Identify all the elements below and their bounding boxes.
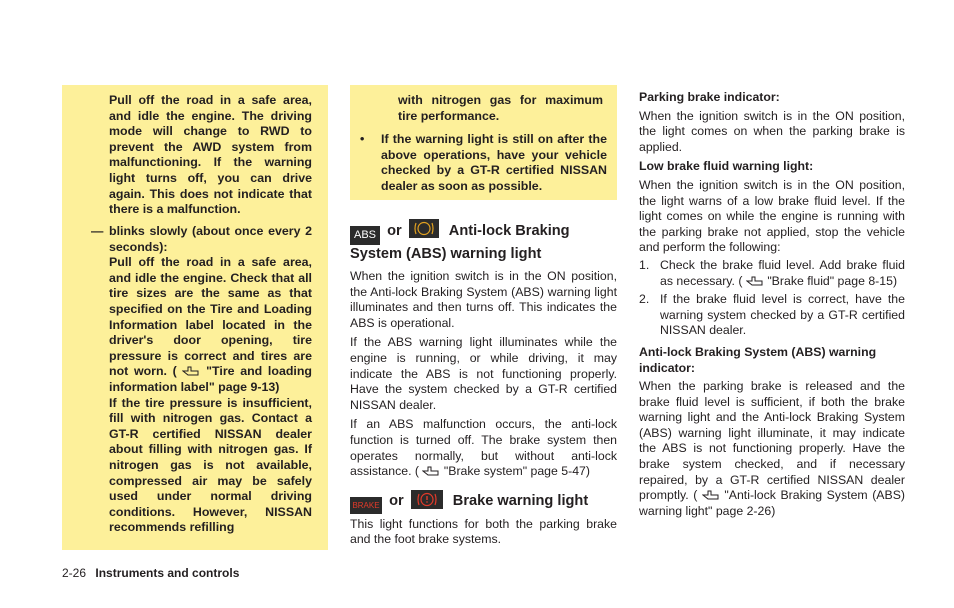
brake-section-heading [350, 490, 617, 514]
instruction-text: Pull off the road in a safe area, and idle the engine. Check that all tire sizes are the same as that specified on the Tire and Loading Information label located in the driver's door opening, tire pressure is correct and tires are not worn. ( [109, 255, 312, 379]
reference-link[interactable]: "Brake fluid" page 8-15) [767, 273, 898, 288]
reference-link[interactable]: "Tire and loading information label" page 9-13) [109, 364, 312, 394]
abs-warning-icon: ABS [350, 226, 380, 245]
reference-hand-icon [702, 489, 720, 501]
instruction-text: Pull off the road in a safe area, and idle the engine. The driving mode will change to RWD to prevent the AWD system from malfunctioning. If the warning light turns off, you can drive again. This does not indicate that there is a malfunction. [109, 93, 312, 217]
section-title: Instruments and controls [95, 566, 240, 580]
abs-circle-warning-icon [409, 219, 439, 238]
subheading: Parking brake indicator: [639, 90, 780, 104]
paragraph: If an ABS malfunction occurs, the anti-lock function is turned off. The brake system then operates normally, but without anti-lock assistance. ( "Brake system" page 5-47) [350, 417, 617, 479]
or-label: or [389, 492, 404, 509]
list-number: 1. [639, 257, 650, 272]
dash-marker: — [91, 224, 104, 238]
list-item: 2. If the brake fluid level is correct, have the warning system checked by a GT-R certified NISSAN dealer. [639, 292, 905, 338]
paragraph: When the ignition switch is in the ON position, the light comes on when the parking brake is applied. [639, 108, 905, 154]
heading-text: Brake warning light [452, 492, 589, 509]
page-number: 2-26 [62, 566, 87, 580]
instruction-text: If the tire pressure is insufficient, fill with nitrogen gas. Contact a GT-R certified NISSAN dealer about filling with nitrogen gas. If nitrogen gas is not available, compressed air may be safely used under normal driving conditions. However, NISSAN recommends refilling [109, 395, 312, 535]
instruction-block-2 [109, 224, 312, 536]
instruction-text: with nitrogen gas for maximum tire performance. [398, 93, 603, 123]
paragraph: When the ignition switch is in the ON position, the light warns of a low brake fluid level. If the light comes on while the engine is running with the parking brake not applied, stop the vehicle and perform the following: [639, 177, 905, 255]
warning-box-col2 [350, 85, 617, 200]
column-2 [350, 85, 617, 552]
instruction-block-1 [109, 93, 312, 218]
column-3 [639, 90, 905, 519]
paragraph: When the parking brake is released and the brake fluid level is sufficient, if both the brake warning light and the Anti-lock Braking System (ABS) warning light illuminate, it may indicate the ABS is not functioning properly. Have the brake system checked, and if necessary repaired, by a GT-R certified NISSAN dealer promptly. ( "Anti-lock Braking System (ABS) warning light" page 2-26) [639, 379, 906, 518]
paragraph: This light functions for both the parking brake and the foot brake systems. [350, 516, 617, 547]
paragraph: When the ignition switch is in the ON position, the Anti-lock Braking System (ABS) warning light illuminates and then turns off. This indicates the ABS is operational. [350, 269, 617, 330]
warning-box-col1 [62, 85, 328, 550]
brake-circle-warning-icon [411, 490, 443, 509]
paragraph: If the ABS warning light illuminates while the engine is running, or while driving, it may indicate the ABS is not functioning properly. Have the system checked by a GT-R certified NISSAN dealer. [350, 335, 617, 412]
or-label: or [387, 223, 402, 239]
page-footer [62, 566, 239, 580]
reference-link[interactable]: "Brake system" page 5-47) [443, 464, 590, 479]
list-item: 1. Check the brake fluid level. Add brake fluid as necessary. ( "Brake fluid" page 8-15) [639, 257, 905, 288]
heading-text: System (ABS) warning light [350, 246, 542, 262]
bullet-marker: • [360, 132, 365, 146]
item-title: blinks slowly (about once every 2 seconds): [109, 224, 312, 254]
abs-section-heading [350, 219, 617, 263]
brake-warning-icon: BRAKE [350, 497, 382, 514]
reference-hand-icon [746, 275, 764, 287]
reference-link[interactable]: "Anti-lock Braking System (ABS) warning light" page 2-26) [639, 488, 906, 518]
reference-hand-icon [182, 365, 200, 377]
list-number: 2. [639, 292, 650, 307]
subheading: Low brake fluid warning light: [639, 159, 814, 174]
heading-text: Anti-lock Braking [448, 223, 570, 239]
subheading: Anti-lock Braking System (ABS) warning indicator: [639, 344, 877, 375]
brake-section-body [350, 517, 617, 548]
instruction-text: If the warning light is still on after the above operations, have your vehicle checked by a GT-R certified NISSAN dealer as soon as possible. [381, 132, 607, 193]
reference-hand-icon [422, 465, 440, 477]
abs-section-body [350, 269, 617, 480]
